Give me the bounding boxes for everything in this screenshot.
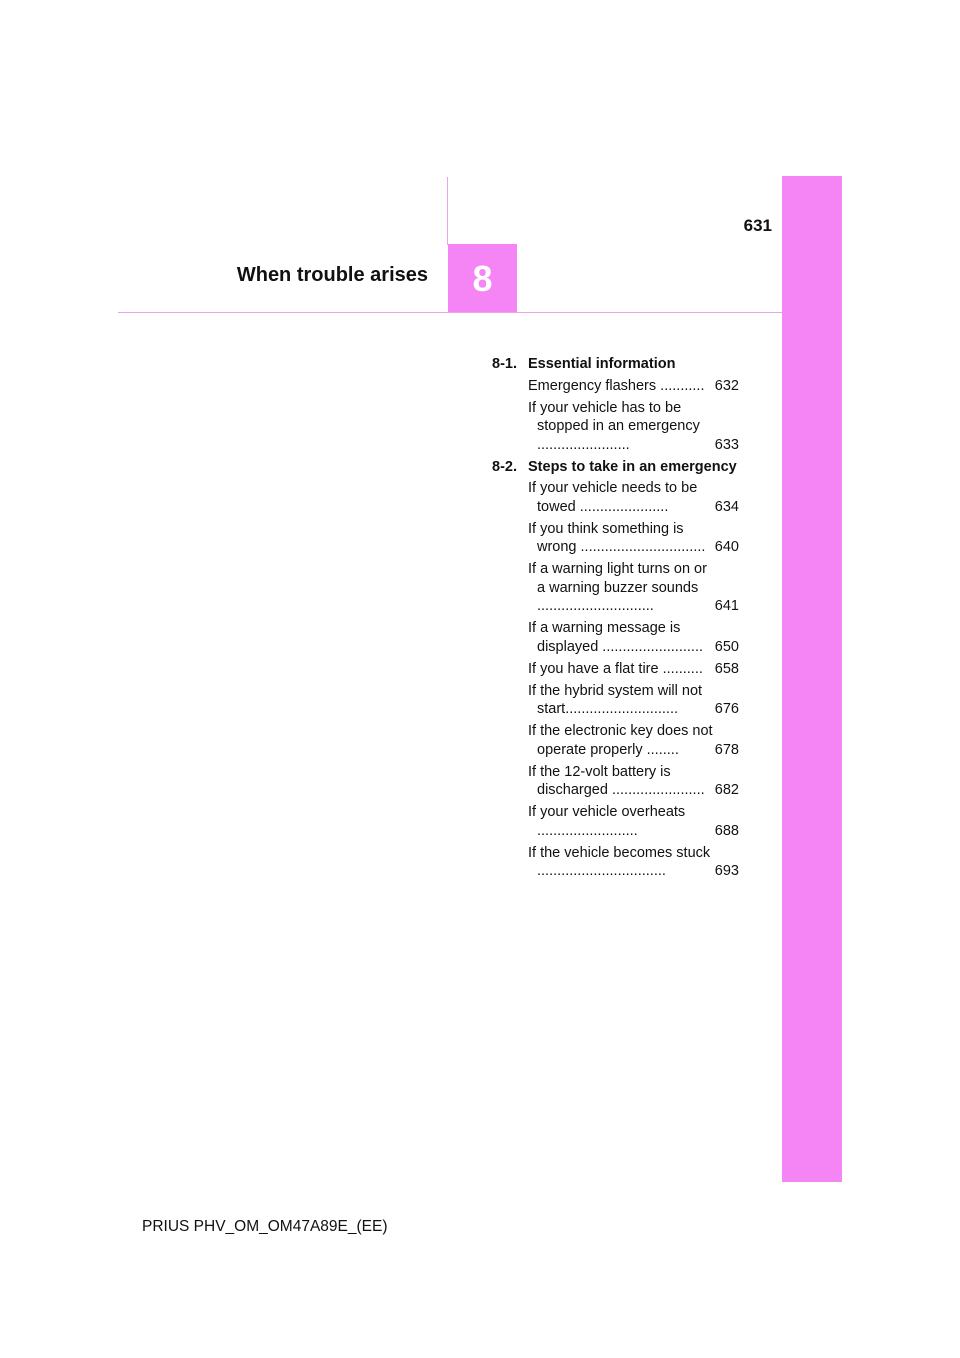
table-of-contents xyxy=(492,355,739,884)
toc-leader: ................................ xyxy=(537,863,666,879)
toc-entry-text: If you think something is wrong xyxy=(528,520,684,555)
toc-entry-text: If your vehicle has to be stopped in an emergency xyxy=(528,399,700,434)
toc-entry[interactable] xyxy=(528,682,739,719)
toc-entry-page: 676 xyxy=(714,701,739,717)
toc-entry-page: 658 xyxy=(714,660,739,677)
chapter-number: 8 xyxy=(472,257,493,299)
toc-entry[interactable] xyxy=(528,560,739,616)
toc-entry[interactable] xyxy=(528,803,739,840)
toc-entry-text: If the hybrid system will not start xyxy=(528,682,703,717)
section-number: 8-1. xyxy=(492,356,517,372)
toc-entry[interactable] xyxy=(528,377,739,396)
toc-entry-page: 640 xyxy=(714,539,739,555)
toc-leader: ...................... xyxy=(579,498,669,515)
chapter-title: When trouble arises xyxy=(236,264,428,286)
toc-entry-text: If a warning light turns on or a warning buzzer sounds xyxy=(528,561,707,596)
toc-entry-page: 641 xyxy=(714,598,739,614)
toc-leader: ....................... xyxy=(537,436,630,453)
toc-entry-page: 678 xyxy=(714,741,739,758)
toc-entry-text: If the vehicle becomes stuck xyxy=(528,844,711,861)
toc-entry[interactable] xyxy=(528,722,739,759)
document-footer: PRIUS PHV_OM_OM47A89E_(EE) xyxy=(142,1218,388,1235)
toc-entry-text: If the 12-volt battery is discharged xyxy=(528,763,671,798)
toc-leader: ........... xyxy=(660,377,705,394)
toc-entry-page: 633 xyxy=(714,436,739,453)
toc-leader: ....................... xyxy=(611,782,705,798)
toc-entry-text: Emergency flashers xyxy=(528,377,661,394)
toc-entry[interactable] xyxy=(528,479,739,516)
section-title: Steps to take in an emergency xyxy=(528,458,737,475)
toc-entry[interactable] xyxy=(528,619,739,656)
toc-entry-text: If your vehicle overheats xyxy=(528,804,686,820)
toc-leader: ......................... xyxy=(602,638,704,655)
toc-entry-page: 693 xyxy=(714,863,739,879)
toc-entry-page: 682 xyxy=(714,782,739,798)
toc-entry-page: 688 xyxy=(714,822,739,839)
toc-entry[interactable] xyxy=(528,763,739,800)
section-number: 8-2. xyxy=(492,458,517,475)
toc-entry-text: If the electronic key does not operate properly xyxy=(528,723,713,758)
toc-section-header xyxy=(492,458,739,477)
toc-leader: ........ xyxy=(646,741,679,758)
toc-entry[interactable] xyxy=(528,399,739,455)
toc-entry-text: If your vehicle needs to be towed xyxy=(528,480,698,515)
toc-entry-page: 650 xyxy=(714,638,739,655)
chapter-tab xyxy=(448,244,517,313)
toc-leader: ............................... xyxy=(580,539,706,555)
toc-leader: .......... xyxy=(662,660,703,677)
toc-leader: ......................... xyxy=(537,822,638,839)
section-title: Essential information xyxy=(528,356,676,372)
page-number: 631 xyxy=(743,216,772,235)
toc-entry[interactable] xyxy=(528,520,739,557)
toc-entry-text: If a warning message is displayed xyxy=(528,620,681,655)
toc-entry[interactable] xyxy=(528,844,739,881)
header-horizontal-rule xyxy=(118,312,782,313)
header-vertical-rule xyxy=(447,177,448,245)
toc-section-header xyxy=(492,355,739,374)
toc-leader: ............................. xyxy=(537,598,654,614)
toc-leader: ............................ xyxy=(565,701,679,717)
toc-entry[interactable] xyxy=(528,660,739,679)
toc-entry-page: 634 xyxy=(714,498,739,515)
toc-entry-page: 632 xyxy=(714,377,739,394)
toc-entry-text: If you have a flat tire xyxy=(528,660,663,677)
chapter-side-strip xyxy=(782,176,842,1182)
